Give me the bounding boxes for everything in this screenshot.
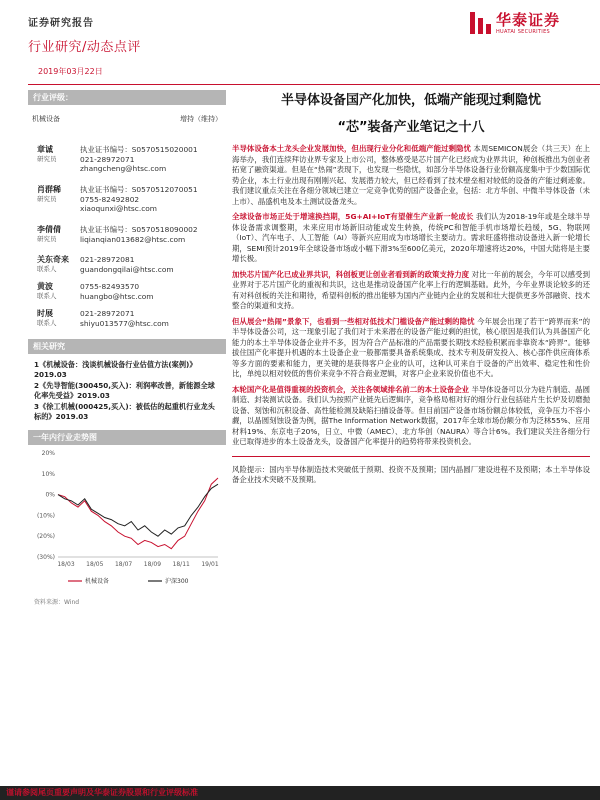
body-paragraph <box>232 385 590 448</box>
paragraph-text: 本周SEMICON展会（共三天）在上海举办，我们连续拜访业界专家及上市公司，整体感受是芯片国产化已经成为业界共识，种创板推出为创业者拓宽了融资渠道。但是在“热闹”表现下，也发现一些隐忧，如部分半导体设备行业份额高度集中于少数国际优势企业，本土行业出现有刚刚兴起、发展潜力较大，但已经看到了技术壁垒相对较低的设备的产能过剩迹象。我们建议重点关注在各细分领域已建立一定竞争优势的国产设备企业，包括：北方华创、中微半导体设备（未上市）、晶盛机电及本土测试设备龙头。 <box>232 144 590 206</box>
report-type: 行业研究/动态点评 <box>28 40 141 55</box>
legend-label: 机械设备 <box>85 578 110 585</box>
y-tick-label: (30%) <box>36 554 55 561</box>
analyst-phone: 021-28972071 <box>80 154 135 164</box>
contact-phone: 021-28972071 <box>80 309 135 318</box>
paragraph-text: 今年展会出现了若干“跨界而来”的半导体设备公司，这一现象引起了我们对于未来潜在的设备产能过剩的担忧，核心原因是我们认为具备国产化能力的本土半导体设备企业并不多，因为符合产品标准的产品需要长期技术经验积累而非靠资本“跨界”。能够拔住国产化率提升机遇的本土设备企业一般都需要具备系统集成、技术专利及研发投入、核心部件供应商体系等多方面的要素和能力，更关键的是获得客户企业的认可，这种认可来自于设备的产出效率、稳定性和性价比，单纯以相对较低的售价来竞争不符合商业逻辑，对客户企业来说价值也不大。 <box>232 316 590 378</box>
trend-chart-svg <box>28 445 226 595</box>
contact-role: 联系人 <box>37 319 57 327</box>
analyst-license: 执业证书编号：S0570515020001 <box>80 145 198 154</box>
body-paragraph <box>232 212 590 265</box>
contact-email[interactable]: huangbo@htsc.com <box>80 291 154 301</box>
contact-card <box>28 282 226 309</box>
paragraph-lead: 全球设备市场正处于增速换挡期，5G+AI+IoT有望催生产业新一轮成长 <box>232 212 474 221</box>
y-tick-label: 10% <box>41 470 55 478</box>
related-item[interactable]: 2《先导智能(300450,买入)：利润率改善，新能源全球化率先受益》2019.03 <box>34 381 215 400</box>
y-tick-label: 0% <box>45 491 55 499</box>
risk-warning: 风险提示：国内半导体制造技术突破低于预期、投资不及预期；国内晶圆厂建设进程不及预期；本土半导体设备企业技术突破不及预期。 <box>232 456 590 486</box>
analyst-license: 执业证书编号：S0570518090002 <box>80 225 198 234</box>
paragraph-lead: 半导体设备本土龙头企业发展加快，但出现行业分化和低端产能过剩隐忧 <box>232 144 471 153</box>
analyst-card <box>28 145 226 185</box>
chart-source: 资料来源：Wind <box>34 599 80 606</box>
contact-name: 关东奇来 <box>37 255 69 264</box>
rating-industry: 机械设备 <box>32 115 60 123</box>
analyst-email[interactable]: xiaoqunxi@htsc.com <box>80 204 157 213</box>
huatai-logo <box>470 6 592 40</box>
rating-section-header: 行业评级： <box>28 90 226 105</box>
logo-name: 华泰证券 <box>496 10 561 29</box>
paragraph-text: 对比一年前的展会，今年可以感受到业界对于芯片国产化的重视和共识，这也是推动设备国产化率上行的逻辑基础。此外，今年业界谈论较多的还有对科创板的关注和期待，希望科创板的推出能够为国内产业链内企业的发展和壮大提供更多外部融资、技术整合的渠道和支持。 <box>232 269 590 310</box>
logo-english: HUATAI SECURITIES <box>496 28 550 35</box>
analyst-license: 执业证书编号：S0570512070051 <box>80 185 198 194</box>
paragraph-lead: 但从展会“热闹”景象下，也看到一些相对低技术门槛设备产能过剩的隐忧 <box>232 316 475 326</box>
contact-role: 联系人 <box>37 292 57 300</box>
analyst-phone: 0755-82492802 <box>80 194 140 204</box>
x-tick-label: 18/11 <box>172 561 190 568</box>
x-tick-label: 18/05 <box>86 561 104 568</box>
contact-card <box>28 255 226 282</box>
y-tick-label: (10%) <box>36 512 55 520</box>
main-content <box>232 92 590 486</box>
related-item[interactable]: 3《徐工机械(000425,买入)：被低估的起重机行业龙头标的》2019.03 <box>34 402 215 421</box>
report-subtitle: “芯”装备产业笔记之十八 <box>337 120 485 135</box>
paragraph-text: 我们认为2018-19年或是全球半导体设备需求调整期，未来应用市场新旧动能或发生转换，传统PC和智能手机市场增长趋缓，5G、物联网（IoT）、汽车电子、人工智能（AI）等新兴应用成为市场增长主要动力。需求旺盛将推动设备进入新一轮增长期，SEMI预计2019年全球设备市场或小幅下滑3%至600亿美元，2020年增速将达20%，中国大陆将是主要增长极。 <box>232 212 590 263</box>
x-tick-label: 19/01 <box>201 561 219 568</box>
analyst-name: 李倩倩 <box>37 225 61 234</box>
y-tick-label: (20%) <box>36 533 55 541</box>
body-paragraph <box>232 270 590 312</box>
series-line-csi300 <box>58 484 218 536</box>
left-sidebar <box>28 90 226 606</box>
analyst-email[interactable]: liqianqian013682@htsc.com <box>80 234 186 244</box>
contact-email[interactable]: shiyu013577@htsc.com <box>80 318 169 328</box>
logo-mark-icon <box>470 12 492 34</box>
analyst-name: 章诚 <box>37 145 53 154</box>
rating-value: 增持（维持） <box>180 115 222 123</box>
contact-email[interactable]: guandongqilai@htsc.com <box>80 264 174 274</box>
footer-bar <box>0 786 600 800</box>
analyst-name: 肖群稀 <box>37 185 61 194</box>
analyst-role: 研究员 <box>37 235 57 243</box>
paragraph-lead: 本轮国产化是值得重视的投资机会，关注各领域排名前二的本土设备企业 <box>232 384 470 394</box>
industry-trend-chart <box>28 445 226 595</box>
related-section-header: 相关研究 <box>28 339 226 354</box>
analyst-role: 研究员 <box>37 195 57 203</box>
series-line-machinery <box>58 478 218 549</box>
analyst-card <box>28 225 226 255</box>
contact-name: 时展 <box>37 309 53 318</box>
related-item[interactable]: 1《机械设备：浅谈机械设备行业估值方法(案例)》2019.03 <box>34 360 197 379</box>
header-divider <box>28 84 600 85</box>
footer-label: 谨请参阅尾页重要声明及华泰证券股票和行业评级标准 <box>6 788 198 797</box>
x-tick-label: 18/07 <box>114 561 133 568</box>
x-tick-label: 18/03 <box>57 561 75 568</box>
analyst-email[interactable]: zhangcheng@htsc.com <box>80 164 167 173</box>
rating-row <box>28 105 226 145</box>
report-category-label: 证券研究报告 <box>28 18 94 29</box>
x-tick-label: 18/09 <box>143 561 162 568</box>
report-title: 半导体设备国产化加快，低端产能现过剩隐忧 <box>280 93 541 108</box>
paragraph-text: 半导体设备可以分为硅片制造、晶圆制造、封装测试设备。我们认为按照产业链先后逻辑序，竞争格局相对好的细分行业包括硅片生长炉及切磨抛设备、刻蚀和沉积设备、高性能检测及缺陷扫描设备等。但目前国产设备市场份额总体较低，竞争压力不容小觑，以晶圆刻蚀设备为例，据The Information Network数据，2017年全球市场份额分布为泛林55%、应用材料19%、东京电子20%，日立、中微（AMEC）、北方华创（NAURA）等合计6%。我们建议关注各细分行业已取得进步的本土设备龙头，设备国产化率提升的趋势将带来投资机会。 <box>232 384 590 446</box>
contact-phone: 0755-82493570 <box>80 282 140 291</box>
contact-role: 联系人 <box>37 265 57 273</box>
contact-phone: 021-28972081 <box>80 255 135 264</box>
legend-label: 沪深300 <box>165 578 189 585</box>
analyst-role: 研究员 <box>37 155 57 163</box>
analyst-card <box>28 185 226 225</box>
body-paragraph <box>232 144 590 207</box>
chart-section-header: 一年内行业走势图 <box>28 430 226 445</box>
related-research-list <box>28 354 226 422</box>
paragraph-lead: 加快芯片国产化已成业界共识，科创板更让创业者看到新的政策支持力度 <box>232 269 470 279</box>
report-date: 2019年03月22日 <box>38 67 103 76</box>
y-tick-label: 20% <box>41 450 55 457</box>
contact-card <box>28 309 226 339</box>
body-paragraph <box>232 317 590 380</box>
contact-name: 黄波 <box>37 282 53 291</box>
